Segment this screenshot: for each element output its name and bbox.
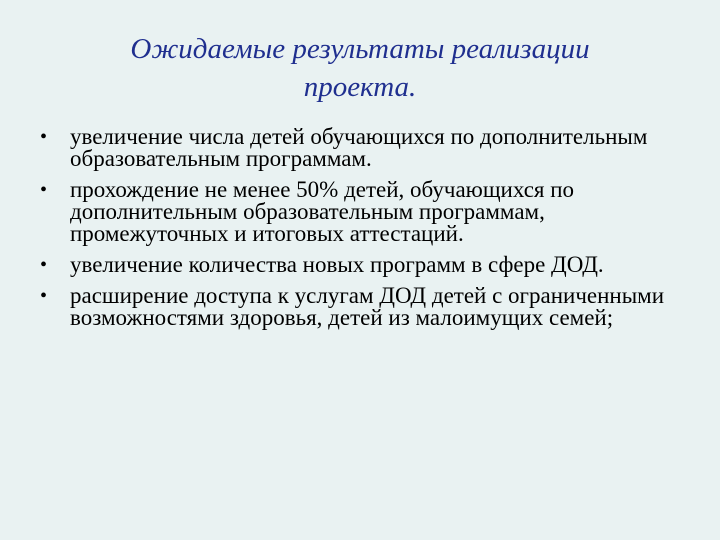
bullet-text-2: прохождение не менее 50% детей, обучающихся по дополнительным образовательным программам, промежуточных и итоговых аттестаций.: [70, 177, 575, 246]
bullet-icon: •: [40, 285, 48, 307]
title-line-2: проекта.: [303, 71, 417, 103]
bullet-icon: •: [40, 254, 48, 276]
title-line-1: Ожидаемые результаты реализации: [130, 33, 590, 65]
bullet-text-1: увеличение числа детей обучающихся по дополнительным образовательным программам.: [70, 124, 648, 171]
bullet-icon: •: [40, 179, 48, 201]
bullet-list: [40, 126, 680, 338]
bullet-text-4: расширение доступа к услугам ДОД детей с ограниченными возможностями здоровья, детей из малоимущих семей;: [70, 283, 665, 330]
slide-title: [60, 30, 660, 106]
bullet-item-3: [40, 254, 680, 276]
bullet-text-3: увеличение количества новых программ в сфере ДОД.: [70, 252, 604, 277]
bullet-item-4: [40, 285, 680, 329]
bullet-item-1: [40, 126, 680, 170]
bullet-item-2: [40, 179, 680, 245]
bullet-icon: •: [40, 126, 48, 148]
